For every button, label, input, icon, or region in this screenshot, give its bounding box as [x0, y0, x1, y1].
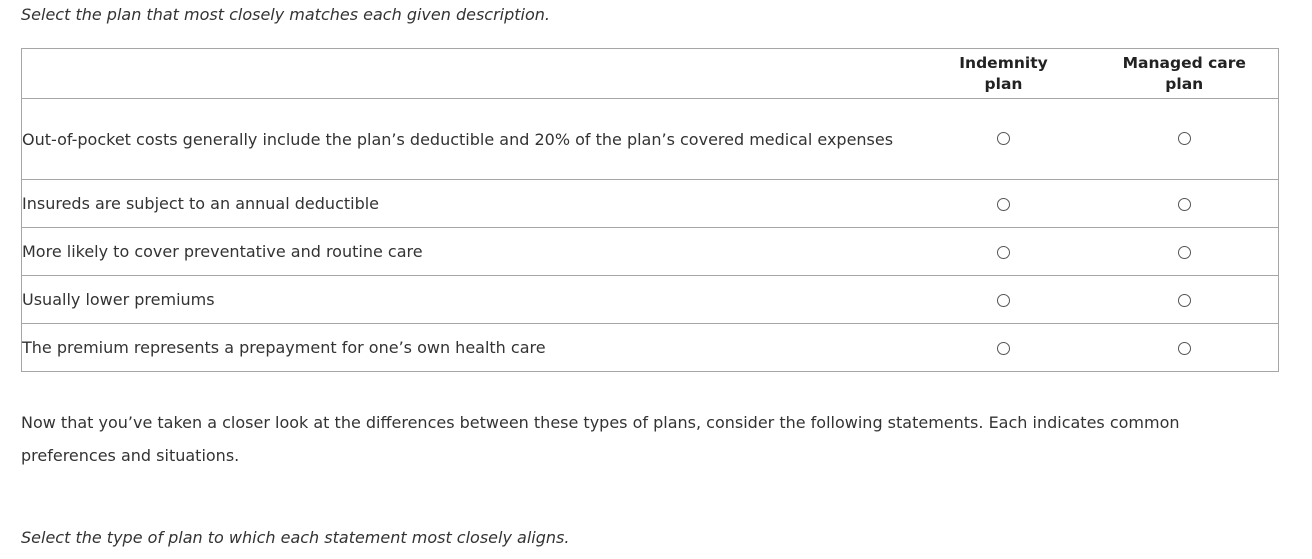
indemnity-plan-radio[interactable] — [997, 132, 1010, 145]
indemnity-option-cell — [917, 276, 1091, 324]
description-column-header — [22, 49, 917, 99]
plan-matching-table — [21, 48, 1279, 372]
managed-care-plan-radio[interactable] — [1178, 342, 1191, 355]
instruction-text: Select the plan that most closely matches each given description. — [21, 5, 551, 24]
managed-care-plan-radio[interactable] — [1178, 246, 1191, 259]
managed-care-plan-radio[interactable] — [1178, 294, 1191, 307]
indemnity-option-cell — [917, 324, 1091, 372]
table-row — [22, 228, 1279, 276]
managed-care-plan-radio[interactable] — [1178, 198, 1191, 211]
table-row — [22, 276, 1279, 324]
managed-care-plan-header-label: Managed care plan — [1122, 53, 1246, 93]
indemnity-plan-radio[interactable] — [997, 198, 1010, 211]
managed-care-option-cell — [1091, 180, 1279, 228]
table-row — [22, 180, 1279, 228]
row-description: More likely to cover preventative and routine care — [22, 228, 917, 276]
table-header-row — [22, 49, 1279, 99]
indemnity-plan-radio[interactable] — [997, 246, 1010, 259]
instruction-text: Select the type of plan to which each statement most closely aligns. — [21, 528, 570, 547]
row-description: Out-of-pocket costs generally include the plan’s deductible and 20% of the plan’s covered medical expenses — [22, 99, 917, 180]
managed-care-option-cell — [1091, 99, 1279, 180]
indemnity-option-cell — [917, 228, 1091, 276]
row-description: The premium represents a prepayment for one’s own health care — [22, 324, 917, 372]
table-row — [22, 324, 1279, 372]
indemnity-option-cell — [917, 99, 1091, 180]
explanation-paragraph: Now that you’ve taken a closer look at the differences between these types of plans, consider the following statements. Each indicates common preferences and situations. — [21, 413, 1180, 465]
indemnity-plan-header-label: Indemnity plan — [959, 53, 1048, 93]
managed-care-option-cell — [1091, 276, 1279, 324]
row-description: Usually lower premiums — [22, 276, 917, 324]
row-description: Insureds are subject to an annual deductible — [22, 180, 917, 228]
indemnity-plan-column-header — [917, 49, 1091, 99]
managed-care-option-cell — [1091, 324, 1279, 372]
indemnity-plan-radio[interactable] — [997, 342, 1010, 355]
managed-care-plan-radio[interactable] — [1178, 132, 1191, 145]
indemnity-plan-radio[interactable] — [997, 294, 1010, 307]
managed-care-plan-column-header — [1091, 49, 1279, 99]
managed-care-option-cell — [1091, 228, 1279, 276]
table-row — [22, 99, 1279, 180]
indemnity-option-cell — [917, 180, 1091, 228]
